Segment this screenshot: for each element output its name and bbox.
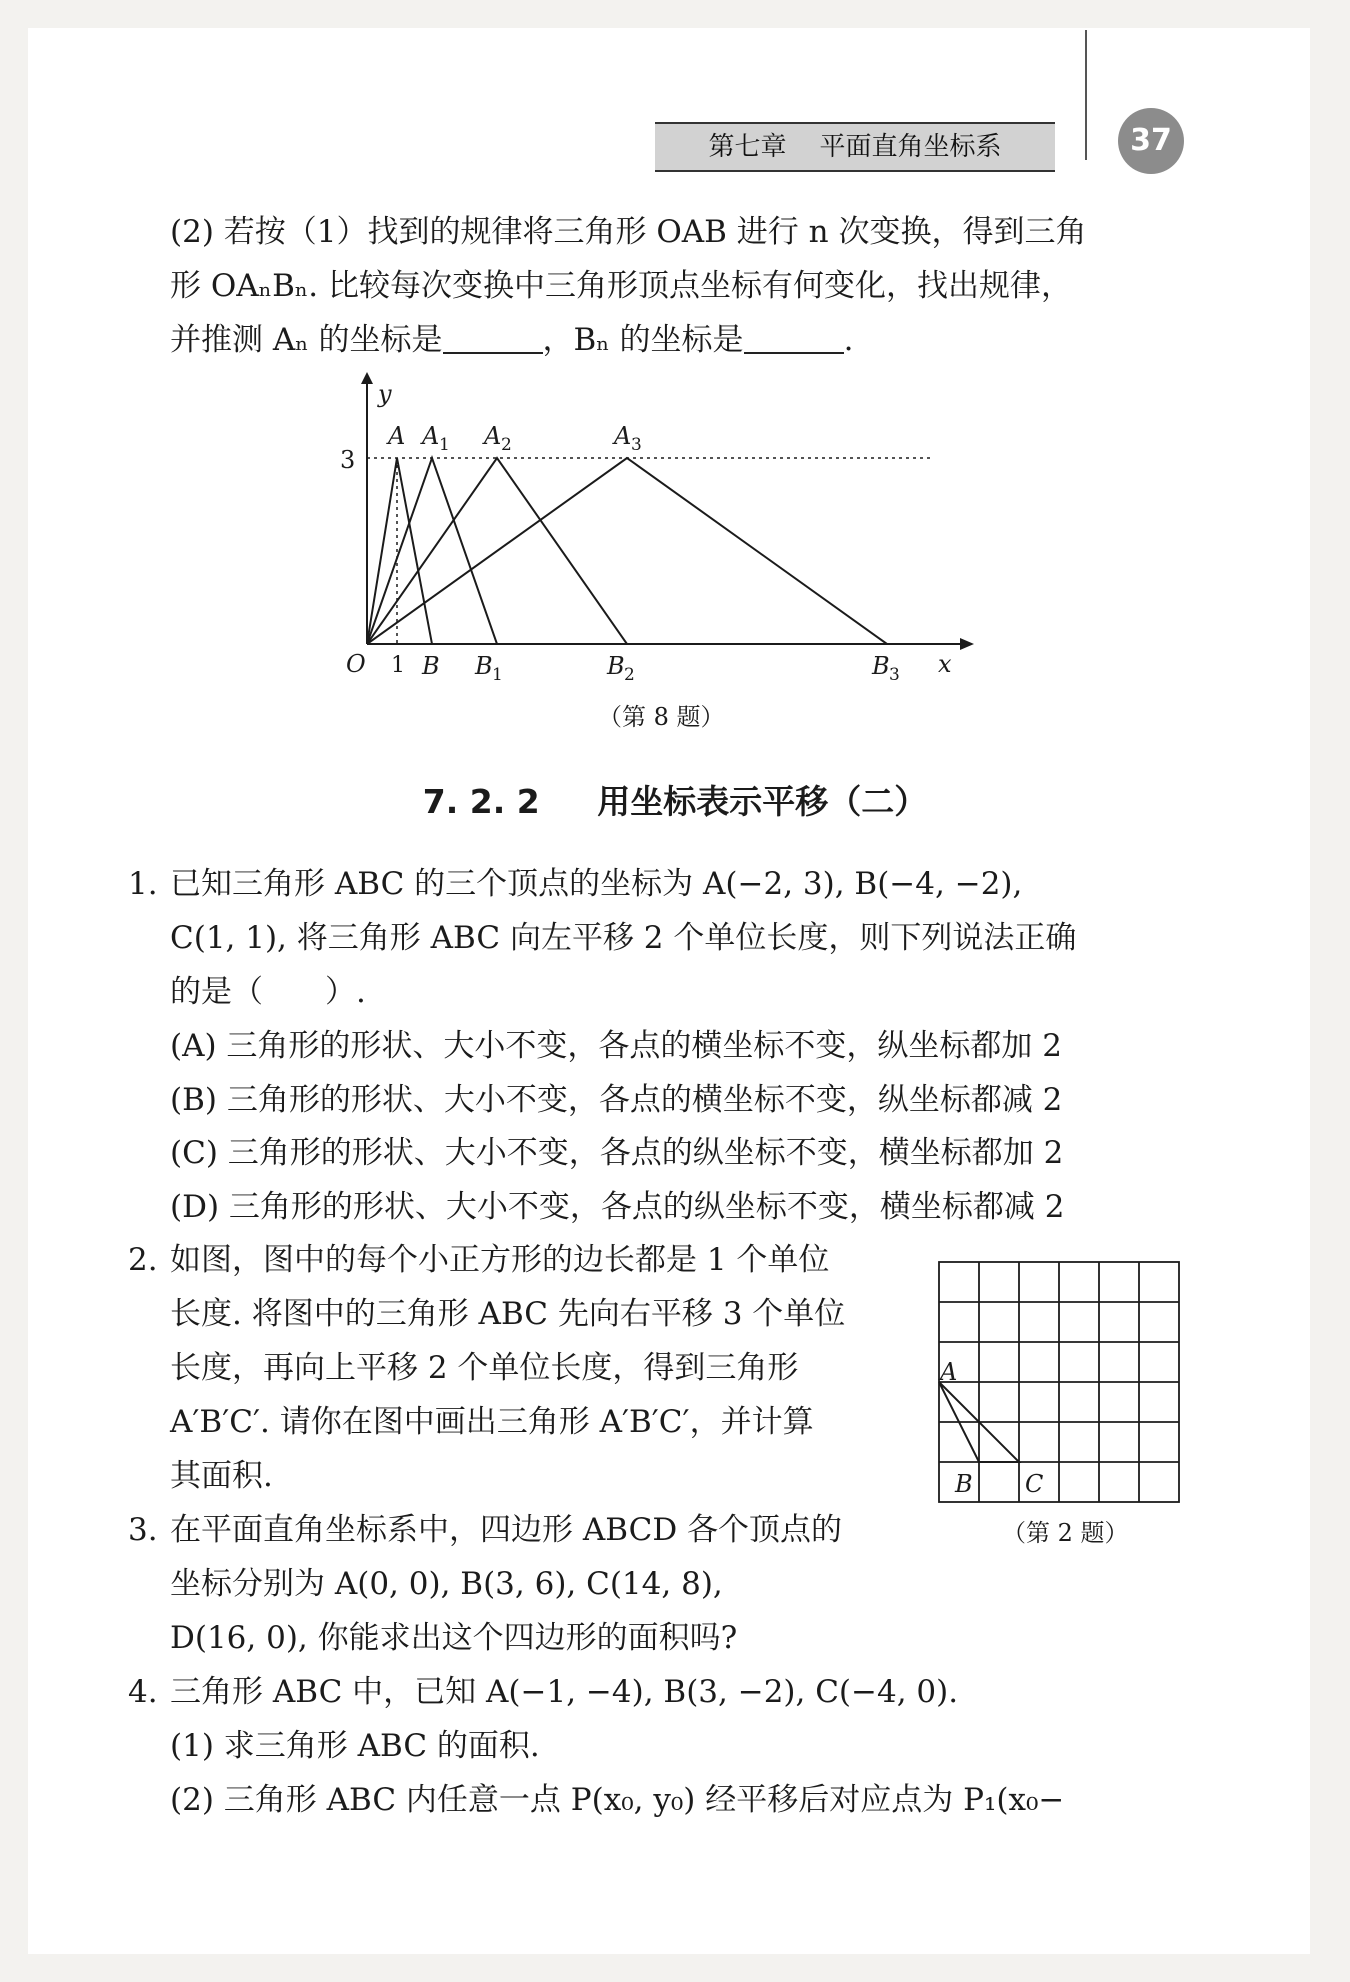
chapter-number: 第七章 xyxy=(708,132,787,162)
point-A3-subscript: 3 xyxy=(631,435,642,455)
q1-line2: C(1, 1), 将三角形 ABC 向左平移 2 个单位长度，则下列说法正确 xyxy=(170,920,1077,956)
figure-8-caption: （第 8 题） xyxy=(598,703,725,731)
point-B1-subscript: 1 xyxy=(492,665,503,682)
chapter-title: 平面直角坐标系 xyxy=(819,132,1002,162)
tick-label-1: 1 xyxy=(391,653,405,678)
figure-8-coordinate-diagram xyxy=(320,372,980,682)
answer-blank-bn[interactable] xyxy=(744,324,844,354)
answer-blank-an[interactable] xyxy=(443,324,543,354)
point-B2-subscript: 2 xyxy=(624,665,635,682)
chapter-header xyxy=(655,122,1055,172)
q3-line3: D(16, 0), 你能求出这个四边形的面积吗? xyxy=(170,1620,738,1656)
q2-number: 2. xyxy=(128,1242,158,1278)
point-B3-label: B xyxy=(872,652,890,680)
point-B1-label: B xyxy=(475,652,493,680)
q3-number: 3. xyxy=(128,1512,158,1548)
point-A1-subscript: 1 xyxy=(439,435,450,455)
point-B2-label: B xyxy=(607,652,625,680)
tick-label-3: 3 xyxy=(340,446,356,474)
q4-sub2: (2) 三角形 ABC 内任意一点 P(x₀, y₀) 经平移后对应点为 P₁(x₀− xyxy=(170,1782,1065,1818)
triangle-OA3B3 xyxy=(367,458,887,644)
point-A2-subscript: 2 xyxy=(501,435,512,455)
y-axis-arrow xyxy=(361,372,373,384)
point-B-label: B xyxy=(422,652,440,680)
section-title xyxy=(0,780,1350,824)
point-A3-label: A xyxy=(614,422,632,450)
q1-option-c: (C) 三角形的形状、大小不变，各点的纵坐标不变，横坐标都加 2 xyxy=(170,1135,1064,1171)
q1-option-b: (B) 三角形的形状、大小不变，各点的横坐标不变，纵坐标都减 2 xyxy=(170,1082,1063,1118)
q1-number: 1. xyxy=(128,866,158,902)
problem8-line2: 形 OAₙBₙ. 比较每次变换中三角形顶点坐标有何变化，找出规律， xyxy=(170,268,1072,304)
q1-line3: 的是（ ）. xyxy=(170,974,366,1010)
q3-line1: 在平面直角坐标系中，四边形 ABCD 各个顶点的 xyxy=(170,1512,843,1548)
q1-option-d: (D) 三角形的形状、大小不变，各点的纵坐标不变，横坐标都减 2 xyxy=(170,1189,1065,1225)
grid-point-B-label: B xyxy=(955,1470,973,1498)
problem8-line1: (2) 若按（1）找到的规律将三角形 OAB 进行 n 次变换，得到三角 xyxy=(170,214,1087,250)
point-A2-label: A xyxy=(484,422,502,450)
section-number: 7. 2. 2 xyxy=(422,782,540,821)
q2-line5: 其面积. xyxy=(170,1458,273,1494)
x-axis-arrow xyxy=(960,638,974,650)
y-axis-label: y xyxy=(378,380,392,408)
section-name: 用坐标表示平移（二） xyxy=(597,782,928,821)
point-A1-label: A xyxy=(422,422,440,450)
q2-line2: 长度. 将图中的三角形 ABC 先向右平移 3 个单位 xyxy=(170,1296,846,1332)
q3-line2: 坐标分别为 A(0, 0), B(3, 6), C(14, 8), xyxy=(170,1566,723,1602)
q4-number: 4. xyxy=(128,1674,158,1710)
figure-2-grid xyxy=(935,1258,1185,1508)
point-A-label: A xyxy=(388,422,406,450)
figure-2-caption: （第 2 题） xyxy=(1002,1519,1129,1547)
origin-label: O xyxy=(346,650,366,678)
page-number: 37 xyxy=(1118,108,1184,174)
header-divider xyxy=(1085,30,1087,160)
x-axis-label: x xyxy=(938,650,952,678)
q2-line3: 长度，再向上平移 2 个单位长度，得到三角形 xyxy=(170,1350,799,1386)
problem8-part-label: (2) xyxy=(170,214,214,250)
q2-line1: 如图，图中的每个小正方形的边长都是 1 个单位 xyxy=(170,1242,830,1278)
problem8-line3: 并推测 Aₙ 的坐标是 ，Bₙ 的坐标是 . xyxy=(170,322,854,358)
q4-line1: 三角形 ABC 中，已知 A(−1, −4), B(3, −2), C(−4, 0). xyxy=(170,1674,959,1710)
point-B3-subscript: 3 xyxy=(889,665,900,682)
grid-point-C-label: C xyxy=(1025,1470,1044,1498)
grid-point-A-label: A xyxy=(940,1358,958,1386)
q4-sub1: (1) 求三角形 ABC 的面积. xyxy=(170,1728,540,1764)
q2-line4: A′B′C′. 请你在图中画出三角形 A′B′C′，并计算 xyxy=(170,1404,814,1440)
q1-option-a: (A) 三角形的形状、大小不变，各点的横坐标不变，纵坐标都加 2 xyxy=(170,1028,1063,1064)
q1-line1: 已知三角形 ABC 的三个顶点的坐标为 A(−2, 3), B(−4, −2), xyxy=(170,866,1023,902)
